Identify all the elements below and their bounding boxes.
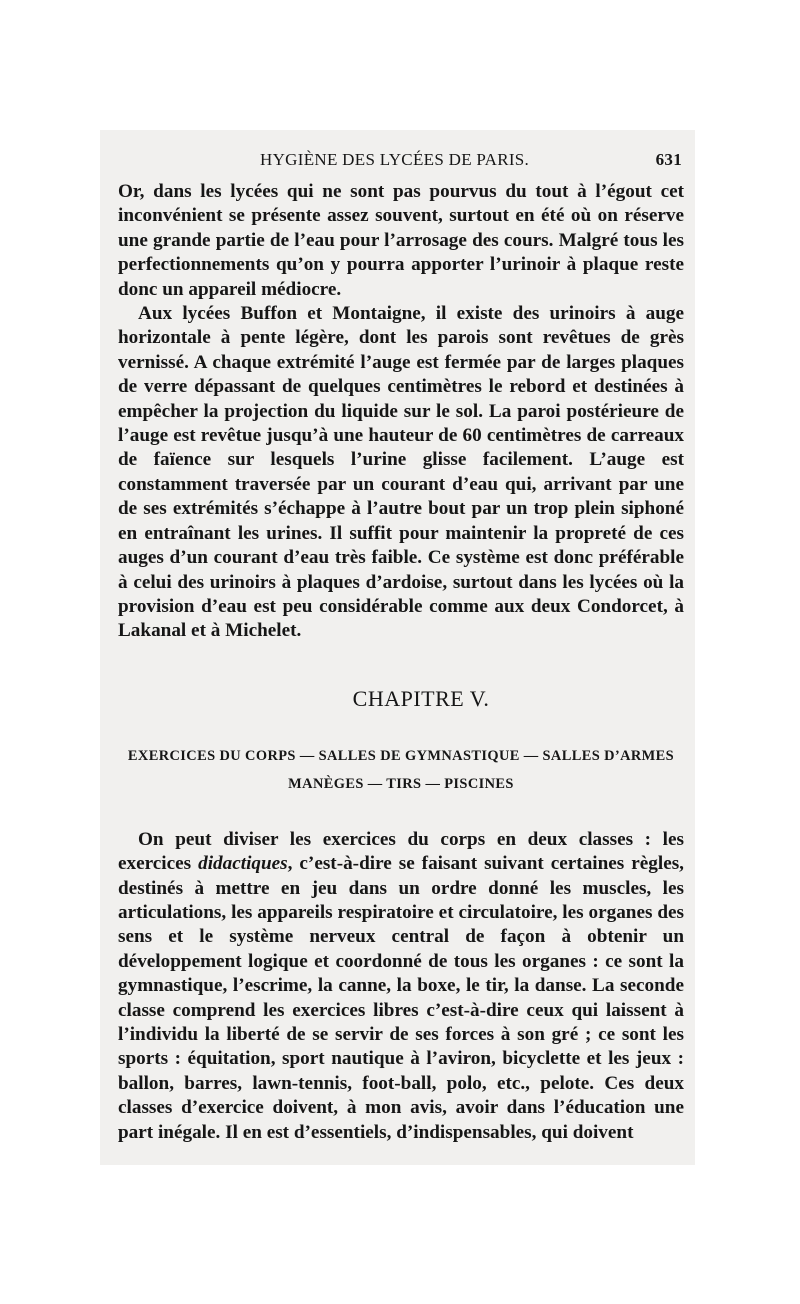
paragraph-exercices-italic: didactiques — [198, 853, 288, 875]
paragraph-urinoirs-auge: Aux lycées Buffon et Montaigne, il existe des urinoirs à auge horizontale à pente légère, dont les parois sont revêtues de grès vernissé. A chaque extrémité l’auge est fermée par de larges plaques de verre dépassant de quelques centimètres le rebord et destinées à empêcher la projection du liquide sur le sol. La paroi postérieure de l’auge est revêtue jusqu’à une hauteur de 60 centimètres de carreaux de faïence sur lesquels l’urine glisse facilement. L’auge est constamment traversée par un courant d’eau qui, arrivant par une de ses extrémités s’échappe à l’autre bout par un trop plein siphoné en entraînant les urines. Il suffit pour maintenir la propreté de ces auges d’un courant d’eau très faible. Ce système est donc préférable à celui des urinoirs à plaques d’ardoise, surtout dans les lycées où la provision d’eau est peu considérable comme aux deux Condorcet, à Lakanal et à Michelet. — [118, 303, 684, 642]
paragraph-continued: Or, dans les lycées qui ne sont pas pourvus du tout à l’égout cet inconvénient se présente assez souvent, surtout en été où on réserve une grande partie de l’eau pour l’arrosage des cours. Malgré tous les perfectionnements qu’on y pourra apporter l’urinoir à plaque reste donc un appareil médiocre. — [118, 181, 684, 300]
subhead-line-1: EXERCICES DU CORPS — SALLES DE GYMNASTIQUE — SALLES D’ARMES — [127, 747, 675, 764]
page-number: 631 — [655, 150, 682, 169]
paragraph-exercices-rest: , c’est-à-dire se faisant suivant certaines règles, destinés à mettre en jeu dans un ordre donné les muscles, les articulations, les appareils respiratoire et circulatoire, les organes des sens et le système nerveux central de façon à obtenir un développement logique et coordonné de tous les organes : ce sont la gymnastique, l’escrime, la canne, la boxe, le tir, la danse. La seconde classe comprend les exercices libres c’est-à-dire ceux qui laissent à l’individu la liberté de se servir de ses forces à son gré ; ce sont les sports : équitation, sport nautique à l’aviron, bicyclette et les jeux : ballon, barres, lawn-tennis, foot-ball, polo, etc., pelote. Ces deux classes d’exercice doivent, à mon avis, avoir dans l’éducation une part inégale. Il en est d’essentiels, d’indispensables, qui doivent — [118, 853, 684, 1143]
paragraph-exercices-lead: On peut diviser les exercices du corps en deux classes : les exercices — [118, 828, 684, 875]
paragraph-exercices — [118, 828, 684, 1145]
chapter-subheads — [118, 742, 684, 798]
page-content — [118, 150, 684, 1145]
chapter-title: CHAPITRE V. — [352, 685, 490, 711]
running-head — [118, 150, 684, 180]
subhead-line-2: MANÈGES — TIRS — PISCINES — [288, 775, 514, 792]
running-title: HYGIÈNE DES LYCÉES DE PARIS. — [260, 150, 530, 169]
